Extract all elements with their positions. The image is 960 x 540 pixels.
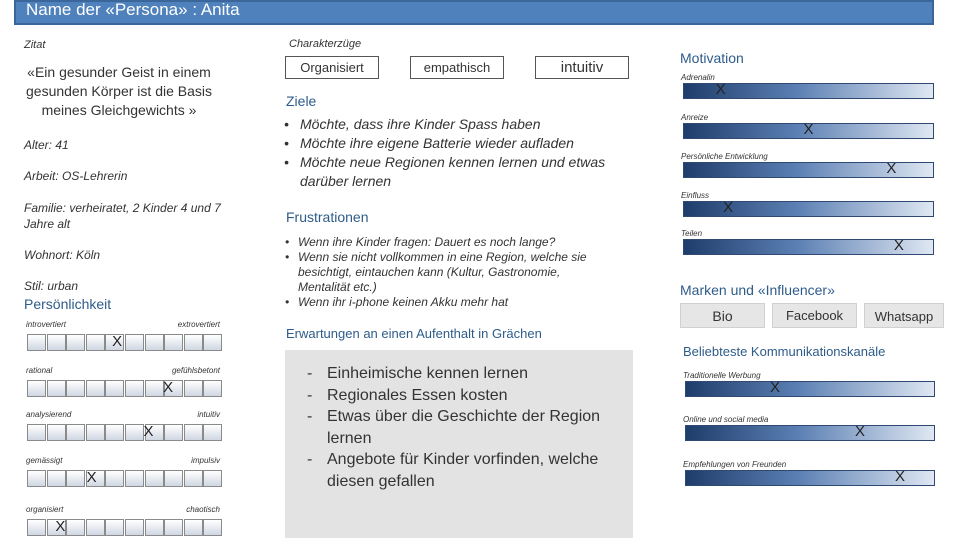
list-item: • Möchte, dass ihre Kinder Spass haben (282, 115, 627, 134)
scale-cell (105, 470, 124, 487)
scale-cell (184, 519, 203, 536)
scale-left-label: rational (26, 366, 53, 375)
scale-cell (105, 519, 124, 536)
trait-tag: Organisiert (285, 56, 379, 79)
title-bar (14, 0, 934, 25)
scale-cell (145, 470, 164, 487)
scale-cell (184, 424, 203, 441)
motivation-title: Motivation (680, 50, 744, 66)
list-item: • Wenn sie nicht vollkommen in eine Region, welche sie besichtigt, eintauchen kann (Kultur, Gastronomie, Mentalität etc.) (284, 250, 614, 295)
bar-label: Teilen (681, 229, 703, 238)
scale-cell (184, 470, 203, 487)
scale-left-label: analysierend (26, 410, 72, 419)
scale-right-label: intuitiv (197, 410, 220, 419)
bar-marker: X (893, 237, 904, 254)
scale-row (27, 470, 223, 487)
kanaele-title: Beliebteste Kommunikationskanäle (683, 344, 886, 359)
scale-cell (125, 424, 144, 441)
bar-marker: X (886, 160, 897, 177)
ziele-list (282, 115, 627, 191)
erwartungen-box (285, 350, 633, 538)
rating-bar (685, 381, 935, 397)
scale-left-label: introvertiert (26, 320, 67, 329)
bar-label: Traditionelle Werbung (683, 371, 761, 380)
scale-cell (86, 519, 105, 536)
scale-marker: X (143, 423, 154, 440)
scale-cell (125, 334, 144, 351)
scale-row (27, 380, 223, 397)
scale-cell (86, 334, 105, 351)
scale-right-label: gefühlsbetont (171, 366, 220, 375)
frustrationen-list (284, 235, 614, 310)
list-item: • Wenn ihre Kinder fragen: Dauert es noch lange? (284, 235, 614, 250)
scale-cell (86, 424, 105, 441)
list-item: - Angebote für Kinder vorfinden, welche diesen gefallen (305, 449, 605, 492)
list-item: • Möchte neue Regionen kennen lernen und etwas darüber lernen (282, 153, 627, 191)
scale-cell (125, 470, 144, 487)
scale-cell (66, 380, 85, 397)
scale-cell (164, 470, 183, 487)
scale-cell (66, 334, 85, 351)
list-item: - Etwas über die Geschichte der Region lernen (305, 406, 605, 449)
scale-cell (47, 380, 66, 397)
erwartungen-title: Erwartungen an einen Aufenthalt in Grächen (286, 326, 542, 341)
scale-cell (27, 334, 46, 351)
bar-marker: X (855, 423, 866, 440)
familie: Familie: verheiratet, 2 Kinder 4 und 7 Jahre alt (24, 201, 221, 231)
bar-label: Anreize (681, 113, 709, 122)
scale-cell (164, 334, 183, 351)
scale-cell (47, 424, 66, 441)
scale-row (27, 424, 223, 441)
scale-marker: X (55, 518, 66, 535)
brand-tag: Bio (680, 303, 765, 328)
scale-cell (203, 380, 222, 397)
bar-marker: X (803, 121, 814, 138)
trait-tag: intuitiv (535, 56, 629, 79)
page-title: Name der «Persona» : Anita (26, 0, 240, 19)
scale-row (27, 334, 223, 351)
scale-cell (105, 380, 124, 397)
scale-cell (203, 334, 222, 351)
scale-left-label: gemässigt (26, 456, 63, 465)
scale-cell (66, 424, 85, 441)
scale-cell (66, 470, 85, 487)
scale-cell (105, 424, 124, 441)
bar-label: Persönliche Entwicklung (681, 152, 768, 161)
scale-cell (125, 380, 144, 397)
scale-cell (125, 519, 144, 536)
arbeit: Arbeit: OS-Lehrerin (24, 169, 128, 183)
wohnort: Wohnort: Köln (24, 248, 101, 262)
scale-cell (47, 470, 66, 487)
scale-right-label: extrovertiert (177, 320, 220, 329)
bar-label: Adrenalin (681, 73, 715, 82)
scale-cell (203, 519, 222, 536)
brand-tag: Whatsapp (864, 303, 944, 328)
scale-cell (27, 519, 46, 536)
brand-tag: Facebook (772, 303, 857, 328)
list-item: - Einheimische kennen lernen (305, 363, 605, 385)
scale-cell (184, 334, 203, 351)
scale-cell (203, 424, 222, 441)
scale-cell (27, 424, 46, 441)
bar-marker: X (723, 199, 734, 216)
scale-left-label: organisiert (26, 505, 64, 514)
list-item: • Möchte ihre eigene Batterie wieder aufladen (282, 134, 627, 153)
scale-cell (86, 380, 105, 397)
scale-marker: X (112, 333, 123, 350)
scale-cell (164, 424, 183, 441)
bar-label: Empfehlungen von Freunden (683, 460, 787, 469)
scale-right-label: impulsiv (191, 456, 220, 465)
erwartungen-list (305, 363, 605, 492)
list-item: • Wenn ihr i-phone keinen Akku mehr hat (284, 295, 614, 310)
scale-cell (145, 519, 164, 536)
scale-cell (184, 380, 203, 397)
bar-label: Online und social media (683, 415, 769, 424)
stil: Stil: urban (24, 279, 79, 293)
bar-marker: X (895, 468, 906, 485)
persoenlichkeit-title: Persönlichkeit (24, 296, 112, 312)
scale-cell (145, 334, 164, 351)
bar-marker: X (715, 81, 726, 98)
rating-bar (683, 201, 934, 217)
bar-label: Einfluss (681, 191, 710, 200)
scale-cell (47, 334, 66, 351)
scale-cell (145, 380, 164, 397)
scale-cell (27, 380, 46, 397)
rating-bar (683, 162, 934, 178)
bar-marker: X (770, 379, 781, 396)
scale-marker: X (163, 379, 174, 396)
scale-cell (66, 519, 85, 536)
alter: Alter: 41 (24, 138, 69, 152)
ziele-title: Ziele (286, 93, 317, 109)
zitat-label: Zitat (24, 39, 46, 51)
quote: «Ein gesunder Geist in einem gesunden Körper ist die Basis meines Gleichgewichts » (26, 64, 212, 118)
scale-cell (27, 470, 46, 487)
scale-cell (203, 470, 222, 487)
rating-bar (685, 425, 935, 441)
trait-tag: empathisch (410, 56, 504, 79)
charakter-label: Charakterzüge (289, 38, 362, 50)
scale-right-label: chaotisch (186, 505, 220, 514)
scale-marker: X (86, 469, 97, 486)
scale-cell (164, 519, 183, 536)
frustrationen-title: Frustrationen (286, 209, 369, 225)
list-item: - Regionales Essen kosten (305, 385, 605, 407)
marken-title: Marken und «Influencer» (680, 282, 835, 298)
